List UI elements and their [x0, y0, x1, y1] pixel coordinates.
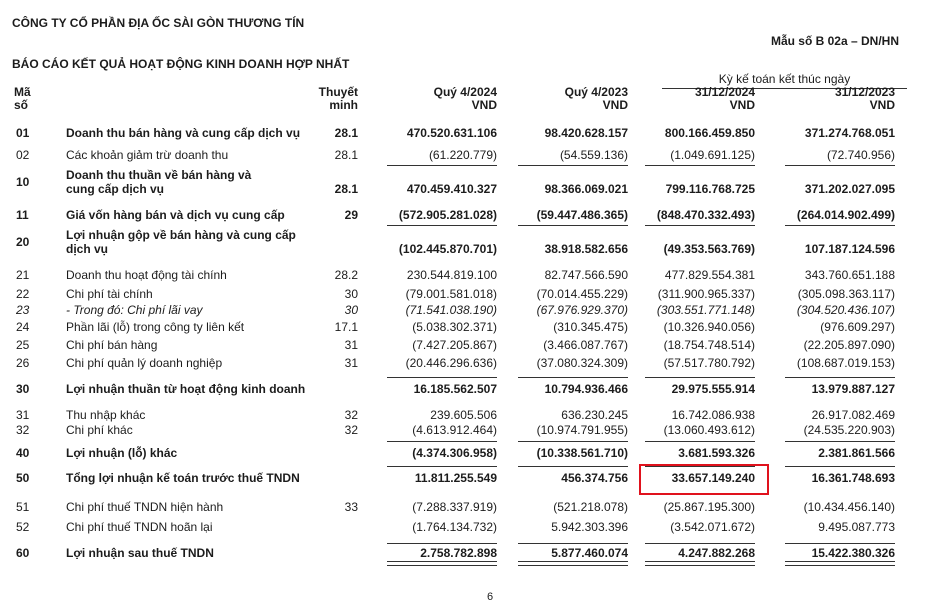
- cell-q4-2023: (10.974.791.955): [536, 423, 628, 437]
- row-code: 22: [16, 287, 30, 301]
- cell-ytd-2023: (10.434.456.140): [803, 500, 895, 514]
- cell-ytd-2024: 477.829.554.381: [664, 268, 755, 282]
- subtotal-rule: [518, 441, 628, 442]
- highlight-box: [639, 464, 769, 495]
- col-header-q4-2024: Quý 4/2024 VND: [433, 85, 497, 112]
- cell-ytd-2024: 4.247.882.268: [678, 546, 755, 560]
- cell-ytd-2023: (304.520.436.107): [796, 303, 895, 317]
- subtotal-rule: [518, 225, 628, 226]
- col-header-ytd-2023: 31/12/2023 VND: [834, 85, 895, 112]
- subtotal-rule: [645, 441, 755, 442]
- cell-ytd-2024: 799.116.768.725: [665, 182, 755, 196]
- cell-q4-2024: (5.038.302.371): [412, 320, 497, 334]
- subtotal-rule: [785, 466, 895, 467]
- row-note: 28.1: [334, 182, 358, 196]
- cell-ytd-2024: (49.353.563.769): [663, 242, 755, 256]
- row-label: Chi phí thuế TNDN hiện hành: [66, 500, 224, 514]
- row-label: Chi phí tài chính: [66, 287, 153, 301]
- subtotal-rule: [785, 441, 895, 442]
- subtotal-rule: [518, 466, 628, 467]
- cell-ytd-2023: 26.917.082.469: [811, 408, 895, 422]
- row-label: Phần lãi (lỗ) trong công ty liên kết: [66, 320, 245, 334]
- cell-q4-2024: (7.427.205.867): [412, 338, 497, 352]
- cell-q4-2023: 5.877.460.074: [551, 546, 628, 560]
- cell-q4-2024: (572.905.281.028): [398, 208, 497, 222]
- subtotal-rule: [518, 543, 628, 544]
- cell-q4-2023: (54.559.136): [559, 148, 628, 162]
- cell-q4-2023: (37.080.324.309): [536, 356, 628, 370]
- subtotal-rule: [387, 466, 497, 467]
- cell-q4-2023: 456.374.756: [561, 471, 628, 485]
- cell-q4-2024: (20.446.296.636): [405, 356, 497, 370]
- cell-q4-2023: 10.794.936.466: [544, 382, 628, 396]
- row-label: Lợi nhuận sau thuế TNDN: [66, 546, 214, 560]
- row-code: 32: [16, 423, 30, 437]
- subtotal-rule: [645, 543, 755, 544]
- cell-q4-2024: (102.445.870.701): [398, 242, 497, 256]
- cell-q4-2024: (4.374.306.958): [412, 446, 497, 460]
- row-label: Chi phí thuế TNDN hoãn lại: [66, 520, 213, 534]
- row-label: Thu nhập khác: [66, 408, 146, 422]
- form-code: Mẫu số B 02a – DN/HN: [770, 34, 899, 48]
- double-rule: [645, 561, 755, 566]
- cell-q4-2023: 38.918.582.656: [544, 242, 628, 256]
- col-header-ytd-2024: 31/12/2024 VND: [694, 85, 755, 112]
- cell-q4-2024: 239.605.506: [430, 408, 497, 422]
- cell-ytd-2023: 15.422.380.326: [811, 546, 895, 560]
- cell-ytd-2024: 33.657.149.240: [671, 471, 755, 485]
- subtotal-rule: [785, 377, 895, 378]
- cell-ytd-2023: (24.535.220.903): [803, 423, 895, 437]
- cell-ytd-2023: 371.202.027.095: [804, 182, 895, 196]
- cell-ytd-2024: (3.542.071.672): [670, 520, 755, 534]
- row-code: 21: [16, 268, 30, 282]
- row-note: 30: [344, 303, 358, 317]
- cell-q4-2023: (521.218.078): [553, 500, 628, 514]
- row-note: 32: [344, 423, 358, 437]
- row-code: 25: [16, 338, 30, 352]
- col-header-code: Mã số: [14, 85, 31, 112]
- row-code: 01: [16, 126, 30, 140]
- row-label: - Trong đó: Chi phí lãi vay: [66, 303, 203, 317]
- row-label: Doanh thu thuần về bán hàng và cung cấp dịch vụ: [66, 168, 252, 196]
- cell-ytd-2024: (1.049.691.125): [670, 148, 755, 162]
- cell-q4-2024: 470.459.410.327: [406, 182, 497, 196]
- row-note: 28.1: [334, 126, 358, 140]
- cell-q4-2024: 230.544.819.100: [406, 268, 497, 282]
- cell-ytd-2024: (303.551.771.148): [656, 303, 755, 317]
- cell-q4-2023: 98.366.069.021: [544, 182, 628, 196]
- subtotal-rule: [785, 543, 895, 544]
- row-label: Lợi nhuận thuần từ hoạt động kinh doanh: [66, 382, 306, 396]
- row-note: 28.2: [334, 268, 358, 282]
- cell-ytd-2024: (13.060.493.612): [663, 423, 755, 437]
- cell-q4-2024: (4.613.912.464): [412, 423, 497, 437]
- row-label: Lợi nhuận gộp về bán hàng và cung cấp dịch vụ: [66, 228, 296, 256]
- cell-q4-2024: (61.220.779): [428, 148, 497, 162]
- company-name: CÔNG TY CỔ PHẦN ĐỊA ỐC SÀI GÒN THƯƠNG TÍN: [12, 16, 305, 30]
- row-label: Doanh thu bán hàng và cung cấp dịch vụ: [66, 126, 301, 140]
- row-note: 17.1: [334, 320, 358, 334]
- cell-q4-2024: 16.185.562.507: [413, 382, 497, 396]
- row-code: 52: [16, 520, 30, 534]
- row-code: 31: [16, 408, 30, 422]
- cell-q4-2023: 636.230.245: [561, 408, 628, 422]
- subtotal-rule: [645, 377, 755, 378]
- cell-q4-2023: 82.747.566.590: [544, 268, 628, 282]
- cell-q4-2023: 5.942.303.396: [551, 520, 628, 534]
- cell-ytd-2023: 13.979.887.127: [811, 382, 895, 396]
- row-code: 20: [16, 235, 30, 249]
- report-title: BÁO CÁO KẾT QUẢ HOẠT ĐỘNG KINH DOANH HỢP NHẤT: [12, 57, 350, 71]
- subtotal-rule: [387, 543, 497, 544]
- cell-q4-2024: 11.811.255.549: [414, 471, 497, 485]
- cell-ytd-2023: (305.098.363.117): [797, 287, 895, 301]
- col-header-note: Thuyết minh: [318, 85, 358, 112]
- row-code: 30: [16, 382, 30, 396]
- cell-ytd-2023: 2.381.861.566: [818, 446, 895, 460]
- subtotal-rule: [645, 225, 755, 226]
- row-note: 29: [344, 208, 358, 222]
- row-code: 26: [16, 356, 30, 370]
- cell-ytd-2024: 29.975.555.914: [671, 382, 755, 396]
- cell-ytd-2023: 16.361.748.693: [811, 471, 895, 485]
- col-header-q4-2023: Quý 4/2023 VND: [564, 85, 628, 112]
- row-label: Tổng lợi nhuận kế toán trước thuế TNDN: [66, 471, 300, 485]
- page-number: 6: [487, 591, 494, 603]
- row-note: 28.1: [334, 148, 358, 162]
- row-code: 10: [16, 175, 30, 189]
- row-code: 02: [16, 148, 30, 162]
- subtotal-rule: [518, 377, 628, 378]
- cell-q4-2024: (79.001.581.018): [405, 287, 497, 301]
- cell-ytd-2023: 107.187.124.596: [804, 242, 895, 256]
- cell-q4-2024: (71.541.038.190): [405, 303, 497, 317]
- row-label: Doanh thu hoạt động tài chính: [66, 268, 227, 282]
- cell-q4-2023: (310.345.475): [553, 320, 628, 334]
- cell-ytd-2024: (311.900.965.337): [657, 287, 755, 301]
- cell-ytd-2024: (57.517.780.792): [663, 356, 755, 370]
- cell-ytd-2023: 343.760.651.188: [804, 268, 895, 282]
- row-note: 32: [344, 408, 358, 422]
- row-code: 60: [16, 546, 30, 560]
- cell-ytd-2024: 800.166.459.850: [664, 126, 755, 140]
- subtotal-rule: [387, 441, 497, 442]
- subtotal-rule: [785, 225, 895, 226]
- row-code: 50: [16, 471, 30, 485]
- subtotal-rule: [387, 225, 497, 226]
- cell-q4-2023: (10.338.561.710): [536, 446, 628, 460]
- cell-q4-2023: (59.447.486.365): [536, 208, 628, 222]
- cell-q4-2024: (1.764.134.732): [412, 520, 497, 534]
- row-code: 51: [16, 500, 30, 514]
- row-label: Chi phí bán hàng: [66, 338, 158, 352]
- cell-q4-2023: 98.420.628.157: [544, 126, 628, 140]
- cell-q4-2024: 2.758.782.898: [420, 546, 497, 560]
- double-rule: [387, 561, 497, 566]
- cell-q4-2023: (70.014.455.229): [536, 287, 628, 301]
- double-rule: [785, 561, 895, 566]
- row-label: Chi phí quản lý doanh nghiệp: [66, 356, 223, 370]
- cell-ytd-2023: (264.014.902.499): [796, 208, 895, 222]
- cell-ytd-2023: 371.274.768.051: [804, 126, 895, 140]
- cell-q4-2023: (3.466.087.767): [543, 338, 628, 352]
- cell-ytd-2024: (25.867.195.300): [663, 500, 755, 514]
- subtotal-rule: [387, 165, 497, 166]
- row-label: Lợi nhuận (lỗ) khác: [66, 446, 178, 460]
- subtotal-rule: [645, 165, 755, 166]
- cell-ytd-2024: 16.742.086.938: [671, 408, 755, 422]
- cell-ytd-2023: (976.609.297): [820, 320, 895, 334]
- row-code: 24: [16, 320, 30, 334]
- row-label: Chi phí khác: [66, 423, 133, 437]
- row-label: Giá vốn hàng bán và dịch vụ cung cấp: [66, 208, 285, 222]
- row-note: 30: [344, 287, 358, 301]
- row-note: 31: [344, 338, 358, 352]
- subtotal-rule: [518, 165, 628, 166]
- subtotal-rule: [785, 165, 895, 166]
- double-rule: [518, 561, 628, 566]
- cell-q4-2023: (67.976.929.370): [536, 303, 628, 317]
- cell-q4-2024: (7.288.337.919): [412, 500, 497, 514]
- cell-ytd-2024: (848.470.332.493): [656, 208, 755, 222]
- cell-ytd-2023: (72.740.956): [826, 148, 895, 162]
- cell-ytd-2023: 9.495.087.773: [818, 520, 895, 534]
- row-code: 11: [16, 208, 29, 222]
- cell-ytd-2023: (108.687.019.153): [796, 356, 895, 370]
- subtotal-rule: [387, 377, 497, 378]
- row-label: Các khoản giảm trừ doanh thu: [66, 148, 229, 162]
- period-header: Kỳ kế toán kết thúc ngày: [662, 72, 907, 89]
- row-note: 31: [344, 356, 358, 370]
- row-note: 33: [344, 500, 358, 514]
- cell-ytd-2023: (22.205.897.090): [803, 338, 895, 352]
- cell-ytd-2024: 3.681.593.326: [678, 446, 755, 460]
- row-code: 23: [16, 303, 30, 317]
- cell-ytd-2024: (10.326.940.056): [663, 320, 755, 334]
- row-code: 40: [16, 446, 30, 460]
- cell-ytd-2024: (18.754.748.514): [663, 338, 755, 352]
- cell-q4-2024: 470.520.631.106: [406, 126, 497, 140]
